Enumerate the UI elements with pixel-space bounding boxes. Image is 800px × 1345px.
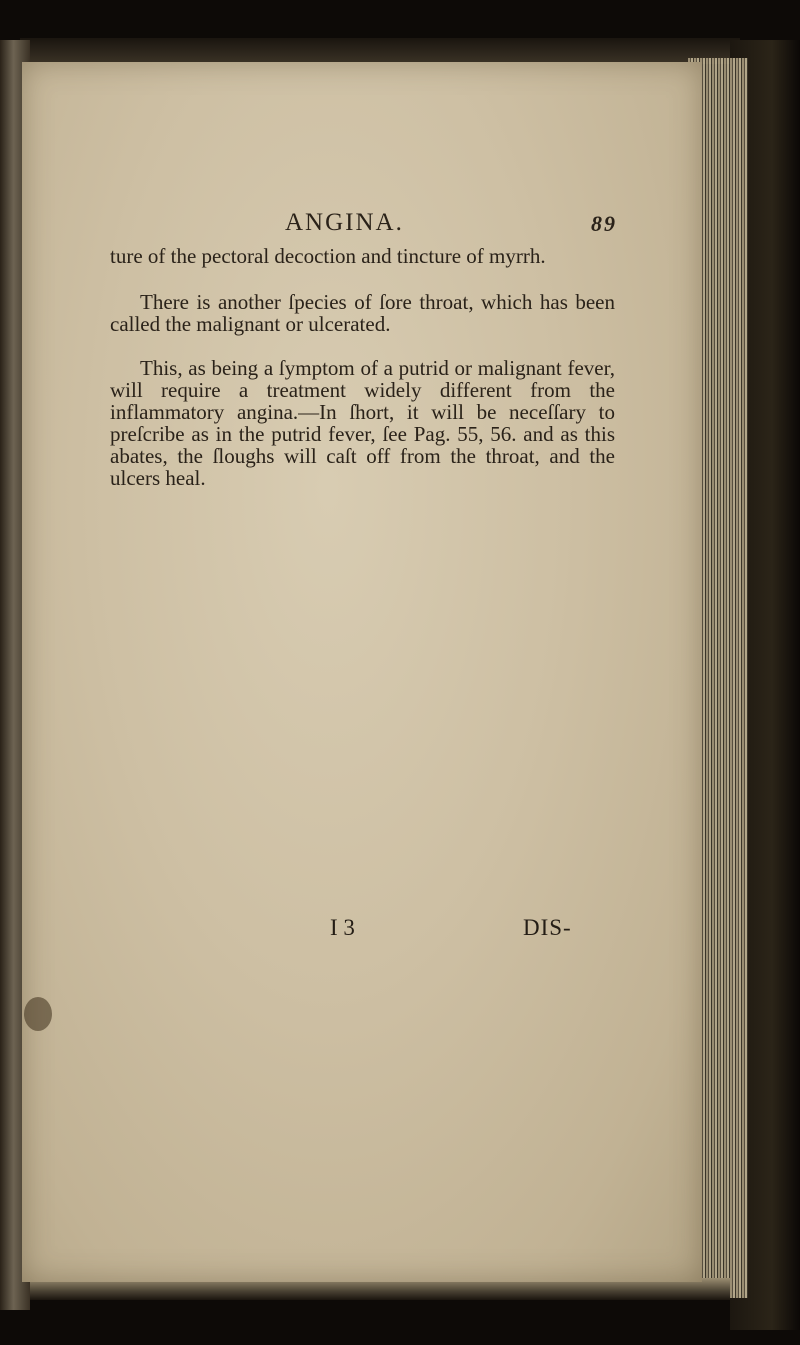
signature-mark: I 3: [330, 915, 355, 940]
running-head: [110, 205, 615, 241]
paragraph-2: There is another ſpecies of ſore throat, which has been called the malignant or ulcerated.: [110, 290, 615, 336]
book-cover-top-edge: [20, 38, 740, 64]
catchword: DIS-: [523, 915, 572, 940]
paragraph-1: ture of the pectoral decoction and tincture of myrrh.: [110, 244, 546, 268]
page-text-block: [110, 205, 615, 489]
paragraph-3: This, as being a ſymptom of a putrid or malignant fever, will require a treatment widely different from the inflammatory angina.—In ſhort, it will be neceſſary to preſcribe as in the putrid fever, ſee Pag. 55, 56. and as this abates, the ſloughs will caſt off from the throat, and the ulcers heal.: [110, 356, 615, 490]
stain-mark: [24, 997, 52, 1031]
page-number: 89: [591, 211, 617, 236]
page-footer: [330, 915, 600, 945]
running-head-title: ANGINA.: [285, 209, 404, 236]
